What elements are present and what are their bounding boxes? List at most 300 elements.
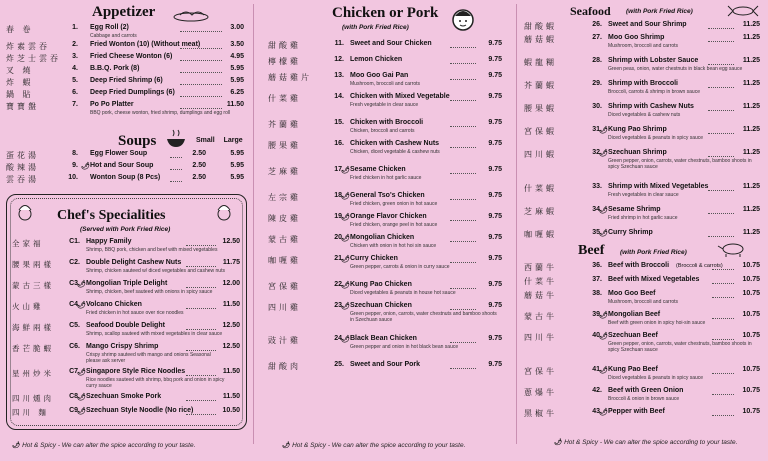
beef-item[interactable] [524,276,760,290]
chicken-title: Chicken or Pork [332,5,439,21]
chinese-name: 四川蝦 [524,150,557,159]
chinese-name: 腰果雞 [268,141,301,150]
spicy-icon: 🌶 [599,150,608,157]
price: 10.75 [742,290,760,297]
appetizer-item[interactable] [6,77,244,89]
price: 11.75 [222,259,240,266]
leader-dots [170,169,182,170]
item-name: Egg Flower Soup [90,150,148,157]
leader-dots [450,126,476,127]
item-name: Moo Goo Shrimp [608,34,665,41]
chinese-name: 酸辣湯 [6,163,39,172]
price: 9.75 [488,56,502,63]
item-name: Kung Pao Shrimp [608,126,667,133]
spicy-icon: 🌶 [341,303,350,310]
beef-item[interactable] [524,262,760,276]
chinese-name: 蒙古雞 [268,235,301,244]
spicy-icon: 🌶 [341,282,350,289]
item-name: Sweet and Sour Pork [350,361,421,368]
leader-dots [186,308,216,309]
price: 11.50 [222,393,240,400]
leader-dots [708,236,734,237]
item-number: 26. [592,21,602,28]
item-number: 33. [592,183,602,190]
item-description: Diced vegetables & cashew nuts [608,112,681,118]
chinese-name: 豉汁雞 [268,336,301,345]
price-large: 5.95 [230,162,244,169]
item-description: Fried chicken, green onion in hot sauce [350,201,438,207]
item-description: Crispy shrimp sauteed with mango and onions Seasonal please ask server [86,352,211,364]
item-number: C9. [69,407,80,414]
chef-item[interactable] [12,301,240,322]
item-number: C8. [69,393,80,400]
item-description: Fried chicken in hot sauce over rice noodles [86,310,184,316]
leader-dots [708,28,734,29]
price: 10.75 [742,276,760,283]
item-description: Chicken, diced vegetable & cashew nuts [350,149,440,155]
item-name: Beef with Mixed Vegetables [608,276,700,283]
beef-item[interactable] [524,311,760,332]
chinese-name: 芝麻蝦 [524,207,557,216]
leader-dots [186,266,216,267]
seafood-subtitle: (with Pork Fried Rice) [626,8,693,15]
middle-spicy-note: 🌶 Hot & Spicy - We can alter the spice according to your taste. [282,442,466,449]
item-description: Green pepper, onion, carrots, water chestnuts, bamboo shoots in spicy Szechuan sauce [608,341,752,353]
price: 10.75 [742,387,760,394]
chef-item[interactable] [12,280,240,301]
item-number: 20. [334,234,344,241]
item-name: Szechuan Beef [608,332,658,339]
spicy-icon: 🌶 [341,167,350,174]
price: 12.50 [222,238,240,245]
appetizer-title: Appetizer [92,4,156,20]
item-name: Volcano Chicken [86,301,142,308]
item-number: 27. [592,34,602,41]
chinese-name: 蘑菇牛 [524,291,557,300]
item-extra: (Broccoli & carrots) [676,263,723,269]
chicken-item[interactable] [268,281,502,302]
item-number: 32. [592,149,602,156]
chinese-name: 腰果兩樣 [12,260,54,269]
seafood-item[interactable] [524,103,760,126]
item-description: Shrimp, chicken sauteed w/ diced vegetables and cashew nuts [86,268,225,274]
leader-dots [450,368,476,369]
item-name: B.B.Q. Pork (8) [90,65,140,72]
item-description: Cabbage and carrots [90,33,137,39]
item-name: Chicken with Broccoli [350,119,424,126]
price: 11.25 [742,183,760,190]
price: 11.25 [742,103,760,110]
chinese-name: 黑椒牛 [524,409,557,418]
chicken-item[interactable] [268,361,502,379]
price: 11.25 [742,229,760,236]
item-description: Fried chicken, orange peel in hot sauce [350,222,438,228]
spicy-icon: 🌶 [341,256,350,263]
appetizer-list [6,24,244,117]
chinese-name: 陳皮雞 [268,214,301,223]
beef-item[interactable] [524,387,760,408]
leader-dots [450,288,476,289]
beef-subtitle: (with Pork Fried Rice) [620,249,687,256]
price: 11.25 [742,21,760,28]
seafood-list [524,21,760,243]
soup-item[interactable] [6,162,244,174]
item-number: 4. [72,65,78,72]
price: 6.25 [230,89,244,96]
leader-dots [180,60,222,61]
item-number: C5. [69,322,80,329]
chef-item[interactable] [12,238,240,259]
item-name: Szechuan Shrimp [608,149,667,156]
chicken-item[interactable] [268,119,502,140]
price: 11.25 [742,34,760,41]
chicken-item[interactable] [268,72,502,93]
item-number: 9. [72,162,78,169]
chicken-item[interactable] [268,40,502,56]
leader-dots [186,245,216,246]
seafood-item[interactable] [524,183,760,206]
item-name: Kung Pao Beef [608,366,658,373]
item-name: Sesame Shrimp [608,206,661,213]
chef-item[interactable] [12,322,240,343]
item-name: Moo Goo Beef [608,290,656,297]
leader-dots [450,342,476,343]
item-description: Mushroom, broccoli and carrots [350,81,421,87]
leader-dots [186,350,216,351]
chinese-name: 蝦龍糊 [524,58,557,67]
item-number: 42. [592,387,602,394]
price: 12.50 [222,322,240,329]
chinese-name: 蘑菇蝦 [524,35,557,44]
item-number: C3. [69,280,80,287]
lobster-icon [726,2,760,18]
chinese-name: 鍋 貼 [6,90,34,99]
chef-hat-icon-right [213,201,235,223]
leader-dots [186,287,216,288]
chinese-name: 蒙古牛 [524,312,557,321]
chinese-name: 蘑菇雞片 [268,73,312,82]
leader-dots [450,173,476,174]
chinese-name: 芥蘭雞 [268,120,301,129]
item-number: 39. [592,311,602,318]
chef-title: Chef's Specialities [57,208,166,223]
seafood-title: Seafood [570,4,611,18]
leader-dots [180,31,222,32]
chicken-subtitle: (with Pork Fried Rice) [342,24,409,31]
spicy-icon: 🌶 [599,333,608,340]
chinese-name: 海鮮兩樣 [12,323,54,332]
chinese-name: 芥蘭蝦 [524,81,557,90]
leader-dots [708,64,734,65]
leader-dots [712,283,734,284]
spicy-icon: 🌶 [599,312,608,319]
chinese-name: 腰果蝦 [524,104,557,113]
item-description: Fresh vegetables in clear sauce [608,192,679,198]
item-name: Shrimp with Lobster Sauce [608,57,699,64]
chef-item[interactable] [12,343,240,368]
seafood-item[interactable] [524,34,760,57]
leader-dots [708,190,734,191]
chicken-item[interactable] [268,166,502,192]
item-description: Chicken with onion in hot hoi sin sauce [350,243,437,249]
seafood-item[interactable] [524,149,760,183]
price: 11.25 [742,126,760,133]
item-number: 14. [334,93,344,100]
price: 9.75 [488,72,502,79]
price-small: 2.50 [192,162,206,169]
item-name: Szechuan Style Noodle (No rice) [86,407,194,414]
price: 9.75 [488,140,502,147]
chinese-name: 蔥爆牛 [524,388,557,397]
chinese-name: 星州炒米 [12,369,54,378]
item-name: Lemon Chicken [350,56,403,63]
item-name: Sesame Chicken [350,166,406,173]
column-divider-1 [253,4,254,444]
item-description: Shrimp, chicken, beef sauteed with onions in spicy sauce [86,289,213,295]
chicken-item[interactable] [268,192,502,213]
chicken-item[interactable] [268,213,502,234]
soup-size-header [196,137,243,144]
chef-item[interactable] [12,393,240,407]
chicken-item[interactable] [268,234,502,255]
item-name: Sweet and Sour Shrimp [608,21,687,28]
item-name: Deep Fried Dumplings (6) [90,89,175,96]
item-number: 6. [72,89,78,96]
chicken-item[interactable] [268,335,502,361]
leader-dots [450,241,476,242]
item-number: 41. [592,366,602,373]
beef-title: Beef [578,243,605,258]
item-description: Fried chicken in hot garlic sauce [350,175,422,181]
item-number: 29. [592,80,602,87]
chef-list [12,238,240,421]
price-small: 2.50 [192,174,206,181]
item-name: Chicken with Mixed Vegetable [350,93,450,100]
item-name: Sweet and Sour Chicken [350,40,432,47]
price: 11.50 [222,301,240,308]
column-divider-2 [516,4,517,444]
item-number: 12. [334,56,344,63]
soup-item[interactable] [6,150,244,162]
price: 10.50 [222,407,240,414]
leader-dots [450,220,476,221]
leader-dots [450,262,476,263]
item-name: Beef with Broccoli [608,262,670,269]
leader-dots [450,47,476,48]
leader-dots [450,100,476,101]
item-name: Moo Goo Gai Pan [350,72,409,79]
chef-item[interactable] [12,407,240,421]
appetizer-item[interactable] [6,24,244,41]
item-name: Szechuan Chicken [350,302,412,309]
chinese-name: 炸芝士雲吞 [6,54,61,63]
appetizer-item[interactable] [6,101,244,117]
chinese-name: 蒙古三樣 [12,281,54,290]
price: 9.75 [488,166,502,173]
chef-item[interactable] [12,368,240,393]
spicy-icon: 🌶 [77,408,86,415]
item-description: Green pepper, onion, carrots, water chestnuts, bamboo shoots in spicy Szechuan sauce [608,158,752,170]
item-number: 3. [72,53,78,60]
price: 9.75 [488,302,502,309]
seafood-item[interactable] [524,80,760,103]
leader-dots [712,415,734,416]
right-spicy-note: 🌶 Hot & Spicy - We can alter the spice according to your taste. [554,439,738,446]
spicy-icon: 🌶 [341,214,350,221]
price: 3.50 [230,41,244,48]
soups-list [6,150,244,186]
item-name: Double Delight Cashew Nuts [86,259,182,266]
item-description: Shrimp, scallop sauteed with mixed vegetables in clear sauce [86,331,223,337]
item-name: Shrimp with Broccoli [608,80,679,87]
spicy-icon: 🌶 [599,230,608,237]
chicken-item[interactable] [268,255,502,281]
leader-dots [186,329,216,330]
item-name: Mongolian Triple Delight [86,280,168,287]
item-number: 36. [592,262,602,269]
spicy-icon: 🌶 [599,127,608,134]
price: 11.25 [742,57,760,64]
item-description: Green peas, onion, water chestnuts in black bean egg sauce [608,66,743,72]
item-description: Diced vegetables & peanuts in spicy sauce [608,135,704,141]
appetizer-item[interactable] [6,89,244,101]
chicken-item[interactable] [268,302,502,335]
chef-face-icon [450,6,476,32]
item-name: Kung Pao Chicken [350,281,412,288]
price: 9.75 [488,213,502,220]
chinese-name: 什菜雞 [268,94,301,103]
spicy-icon: 🌶 [341,193,350,200]
leader-dots [450,199,476,200]
item-number: 18. [334,192,344,199]
leader-dots [180,108,222,109]
seafood-item[interactable] [524,21,760,34]
item-description: Green pepper, carrots & onion in curry sauce [350,264,450,270]
item-name: General Tso's Chicken [350,192,425,199]
seafood-item[interactable] [524,57,760,80]
item-name: Orange Flavor Chicken [350,213,427,220]
item-number: C2. [69,259,80,266]
seafood-item[interactable] [524,126,760,149]
seafood-item[interactable] [524,206,760,229]
beef-item[interactable] [524,290,760,311]
item-number: 43. [592,408,602,415]
item-number: 35. [592,229,602,236]
beef-item[interactable] [524,408,760,422]
item-description: Broccoli & onion in brown sauce [608,396,680,402]
chinese-name: 宮保蝦 [524,127,557,136]
item-name: Curry Shrimp [608,229,653,236]
chinese-name: 蛋花湯 [6,151,39,160]
item-name: Hot and Sour Soup [90,162,154,169]
chicken-item[interactable] [268,56,502,72]
leader-dots [180,48,222,49]
chef-item[interactable] [12,259,240,280]
item-name: Szechuan Smoke Pork [86,393,162,400]
item-description: Broccoli, carrots & shrimp in brown sauce [608,89,700,95]
item-number: 23. [334,302,344,309]
leader-dots [450,63,476,64]
item-name: Black Bean Chicken [350,335,417,342]
right-column [518,0,768,461]
item-name: Curry Chicken [350,255,398,262]
item-name: Mango Crispy Shrimp [86,343,159,350]
spicy-icon: 🌶 [341,336,350,343]
chicken-item[interactable] [268,140,502,166]
chinese-name: 寶寶盤 [6,102,39,111]
leader-dots [712,394,734,395]
price: 11.50 [222,368,240,375]
price: 9.75 [488,93,502,100]
spicy-icon: 🌶 [77,281,86,288]
appetizer-item[interactable] [6,53,244,65]
chinese-name: 什菜牛 [524,277,557,286]
price: 3.00 [230,24,244,31]
soups-title: Soups [118,133,157,149]
item-number: 37. [592,276,602,283]
price: 9.75 [488,40,502,47]
egg-roll-icon [172,8,210,22]
item-name: Fried Wonton (10) (Without meat) [90,41,201,48]
leader-dots [712,318,734,319]
price: 9.75 [488,255,502,262]
item-description: Chicken, broccoli and carrots [350,128,415,134]
item-description: Diced vegetables & peanuts in house hot sauce [350,290,456,296]
chinese-name: 甜酸肉 [268,362,301,371]
chinese-name: 四川燻肉 [12,394,54,403]
chinese-name: 香芒脆蝦 [12,344,54,353]
item-description: Green pepper and onion in hot black bean sauce [350,344,459,350]
item-number: 11. [334,40,344,47]
item-number: 10. [68,174,78,181]
item-number: 1. [72,24,78,31]
price: 5.95 [230,65,244,72]
beef-item[interactable] [524,366,760,387]
chicken-list [268,40,502,379]
appetizer-item[interactable] [6,65,244,77]
leader-dots [186,375,216,376]
cow-icon [714,240,752,258]
leader-dots [708,133,734,134]
price: 5.95 [230,77,244,84]
soup-bowl-icon [164,129,188,149]
beef-item[interactable] [524,332,760,366]
appetizer-item[interactable] [6,41,244,53]
chinese-name: 芝麻雞 [268,167,301,176]
item-name: Chicken with Cashew Nuts [350,140,440,147]
chicken-item[interactable] [268,93,502,119]
chinese-name: 西蘭牛 [524,263,557,272]
leader-dots [708,110,734,111]
chinese-name: 春 卷 [6,25,34,34]
price: 9.75 [488,119,502,126]
soup-item[interactable] [6,174,244,186]
item-number: 34. [592,206,602,213]
item-name: Wonton Soup (8 Pcs) [90,174,161,181]
price: 9.75 [488,192,502,199]
price: 9.75 [488,234,502,241]
item-number: 13. [334,72,344,79]
item-number: 24. [334,335,344,342]
chinese-name: 炸 蝦 [6,78,34,87]
item-name: Happy Family [86,238,132,245]
leader-dots [708,156,734,157]
item-number: C1. [69,238,80,245]
price: 11.50 [226,101,244,108]
price: 10.75 [742,262,760,269]
leader-dots [712,269,734,270]
item-description: Green pepper, onion, carrots, water chestnuts and bamboo shoots in Szechuan sauce [350,311,497,323]
